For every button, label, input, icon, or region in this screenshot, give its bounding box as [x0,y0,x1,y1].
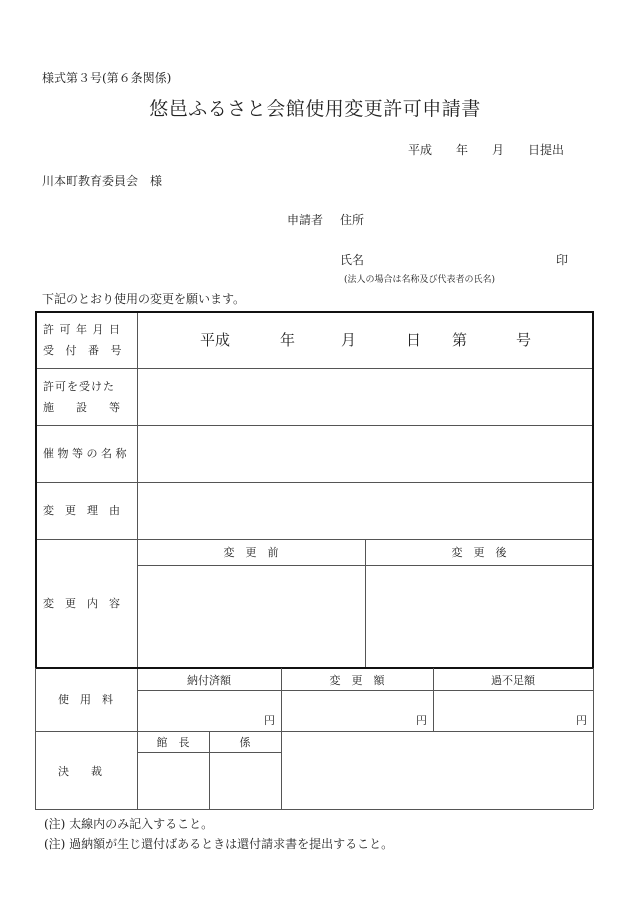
applicant-label: 申請者 [287,213,324,227]
change-amount-header: 変 更 額 [329,674,385,687]
submission-date: 平成 年 月 日提出 [408,143,565,157]
yen-unit: 円 [264,714,275,727]
number-suffix: 号 [516,331,532,349]
facility-label: 許可を受けた [43,380,115,393]
seal-mark: 印 [556,253,569,267]
paid-amount-header: 納付済額 [187,674,231,687]
name-label: 氏名 [340,253,365,267]
row-divider [137,690,593,691]
receipt-number-label: 受 付 番 号 [43,344,126,357]
approval-label: 決 裁 [58,765,102,778]
yen-unit: 円 [576,714,587,727]
event-name-label: 催 物 等 の 名 称 [43,447,127,460]
staff-header: 係 [239,736,251,749]
facility-label-line2: 施 設 等 [43,401,120,414]
intro-text: 下記のとおり使用の変更を願います。 [42,292,246,306]
required-fields-border [35,311,594,669]
document-title: 悠邑ふるさと会館使用変更許可申請書 [149,98,481,120]
note-1: (注) 太線内のみ記入すること。 [44,817,214,831]
after-change-header: 変 更 後 [451,546,507,559]
row-divider [35,809,593,810]
change-reason-label: 変 更 理 由 [43,504,120,517]
fee-column-divider [281,668,282,809]
month-label: 月 [341,331,357,349]
year-label: 年 [280,331,296,349]
form-number: 様式第３号(第６条関係) [42,71,172,85]
usage-fee-label: 使 用 料 [58,693,113,706]
difference-header: 過不足額 [491,674,535,687]
table-edge [35,668,36,809]
before-change-header: 変 更 前 [223,546,279,559]
permit-date-label: 許 可 年 月 日 [43,323,121,336]
change-content-label: 変 更 内 容 [43,597,120,610]
addressee: 川本町教育委員会 様 [42,174,163,188]
row-divider [35,731,593,732]
yen-unit: 円 [416,714,427,727]
director-header: 館 長 [156,736,190,749]
number-prefix: 第 [452,331,468,349]
era-label: 平成 [200,331,231,349]
address-label: 住所 [340,213,365,227]
day-label: 日 [406,331,422,349]
table-edge [593,668,594,809]
corporate-note: (法人の場合は名称及び代表者の氏名) [344,275,496,285]
note-2: (注) 過納額が生じ還付ばあるときは還付請求書を提出すること。 [44,837,394,851]
